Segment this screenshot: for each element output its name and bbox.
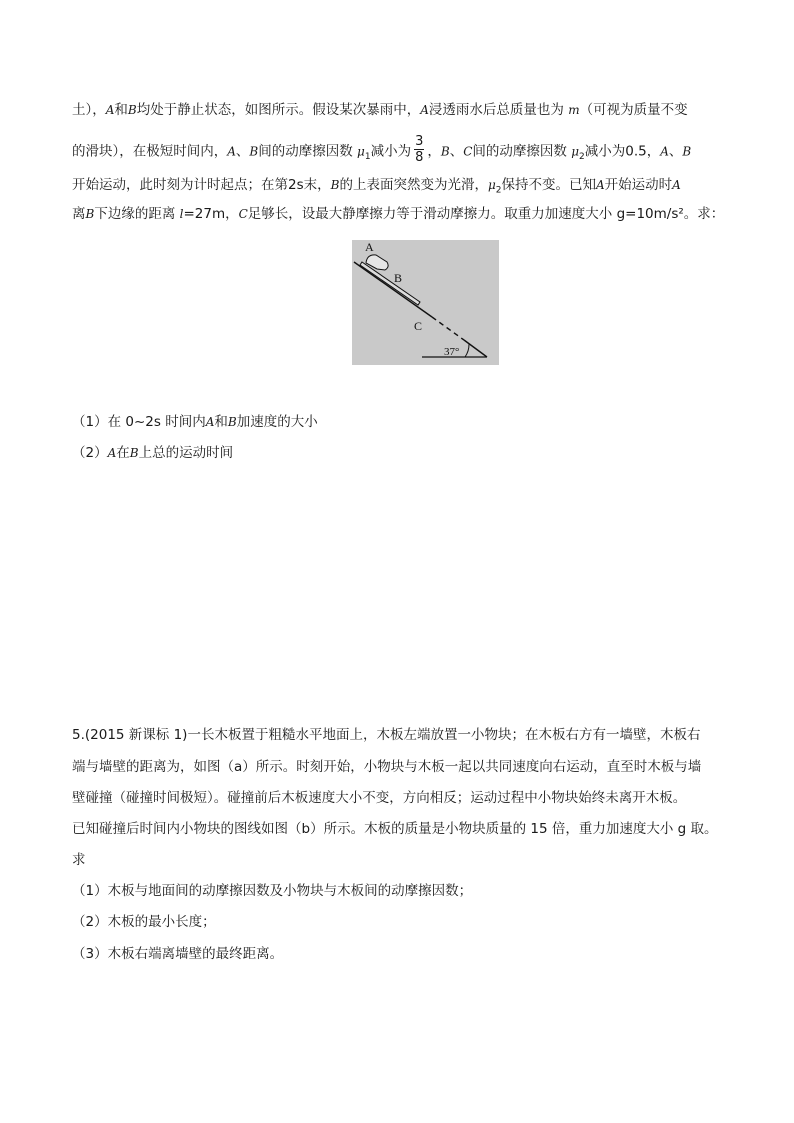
p5-line-4: 已知碰撞后时间内小物块的图线如图（b）所示。木板的质量是小物块质量的 15 倍，重力加速度大小 g 取。 — [72, 821, 718, 837]
subscript: 2 — [579, 152, 585, 163]
p5-question-3: （3）木板右端离墙壁的最终距离。 — [72, 946, 284, 962]
text: 间的动摩擦因数 — [472, 143, 567, 160]
text: 离 — [72, 206, 86, 222]
var-mu: μ — [357, 144, 365, 159]
subscript: 2 — [495, 185, 502, 196]
var-b: B — [440, 144, 450, 159]
text: 开始运动时 — [604, 177, 673, 193]
p4-line-2 — [72, 136, 691, 167]
text: ， — [427, 143, 441, 160]
text: 、 — [449, 143, 464, 160]
text: 浸透雨水后总质量也为 — [428, 102, 564, 118]
p4-line-1 — [72, 100, 688, 120]
p4-question-1 — [72, 412, 318, 432]
var-b: B — [85, 207, 95, 221]
label-a: A — [365, 240, 374, 254]
text: 的上表面突然变为光滑， — [339, 177, 488, 193]
var-b: B — [330, 178, 340, 192]
text: （1）在 0~2s 时间内 — [72, 414, 206, 430]
var-a: A — [107, 446, 117, 460]
var-a: A — [205, 415, 215, 429]
text: （可视为质量不变 — [579, 102, 688, 118]
p4-line-4 — [72, 204, 724, 224]
text: 的滑块），在极短时间内， — [72, 143, 228, 160]
text: 加速度的大小 — [236, 414, 318, 430]
label-b: B — [394, 271, 403, 285]
angle-label: 37° — [444, 346, 460, 358]
numerator: 3 — [415, 134, 424, 149]
text: 、 — [668, 143, 683, 160]
var-mu: μ — [487, 178, 496, 192]
var-c: C — [463, 144, 473, 159]
p5-line-1: 5.(2015 新课标 1)一长木板置于粗糙水平地面上，木板左端放置一小物块；在木板右方有一墙壁，木板右 — [72, 727, 701, 743]
text: （2） — [72, 445, 108, 461]
var-c: C — [238, 207, 248, 221]
text: 足够长，设最大静摩擦力等于滑动摩擦力。取重力加速度大小 g=10m/s²。求： — [247, 206, 725, 222]
var-a: A — [596, 178, 605, 192]
denominator: 8 — [415, 150, 424, 165]
text: 下边缘的距离 — [94, 206, 176, 222]
var-a: A — [660, 144, 669, 159]
text: 在 — [116, 445, 130, 461]
var-a: A — [105, 103, 115, 117]
var-a: A — [420, 103, 429, 117]
p4-line-3 — [72, 175, 681, 201]
p5-line-3: 壁碰撞（碰撞时间极短）。碰撞前后木板速度大小不变，方向相反；运动过程中小物块始终未离开木板。 — [72, 790, 687, 806]
incline-figure — [352, 240, 499, 365]
text: 减小为0.5， — [584, 143, 661, 160]
var-a: A — [227, 144, 236, 159]
text: 土）， — [72, 102, 106, 118]
var-l: l — [179, 207, 184, 221]
p5-question-1: （1）木板与地面间的动摩擦因数及小物块与木板间的动摩擦因数； — [72, 883, 473, 899]
subscript: 1 — [364, 152, 371, 163]
var-mu: μ — [571, 144, 579, 159]
fraction-3-8 — [414, 134, 424, 165]
text: 开始运动，此时刻为计时起点；在第2s末， — [72, 177, 331, 193]
text: 间的动摩擦因数 — [258, 143, 353, 160]
var-b: B — [129, 446, 139, 460]
var-b: B — [127, 103, 137, 117]
text: 和 — [214, 414, 228, 430]
p4-question-2 — [72, 443, 233, 463]
incline-diagram — [352, 240, 499, 365]
text: 和 — [114, 102, 128, 118]
p5-line-2: 端与墙壁的距离为，如图（a）所示。时刻开始，小物块与木板一起以共同速度向右运动，直至时木板与墙 — [72, 759, 702, 775]
text: 、 — [235, 143, 250, 160]
text: 保持不变。已知 — [501, 177, 596, 193]
var-a: A — [672, 178, 681, 192]
text: 上总的运动时间 — [138, 445, 234, 461]
p5-line-5: 求 — [72, 852, 86, 868]
text: 减小为 — [370, 143, 412, 160]
text: =27m， — [183, 206, 239, 222]
p5-question-2: （2）木板的最小长度； — [72, 914, 216, 930]
var-b: B — [249, 144, 259, 159]
var-m: m — [568, 103, 580, 117]
var-b: B — [682, 144, 692, 159]
label-c: C — [414, 319, 423, 333]
text: 均处于静止状态，如图所示。假设某次暴雨中， — [136, 102, 421, 118]
var-b: B — [227, 415, 237, 429]
